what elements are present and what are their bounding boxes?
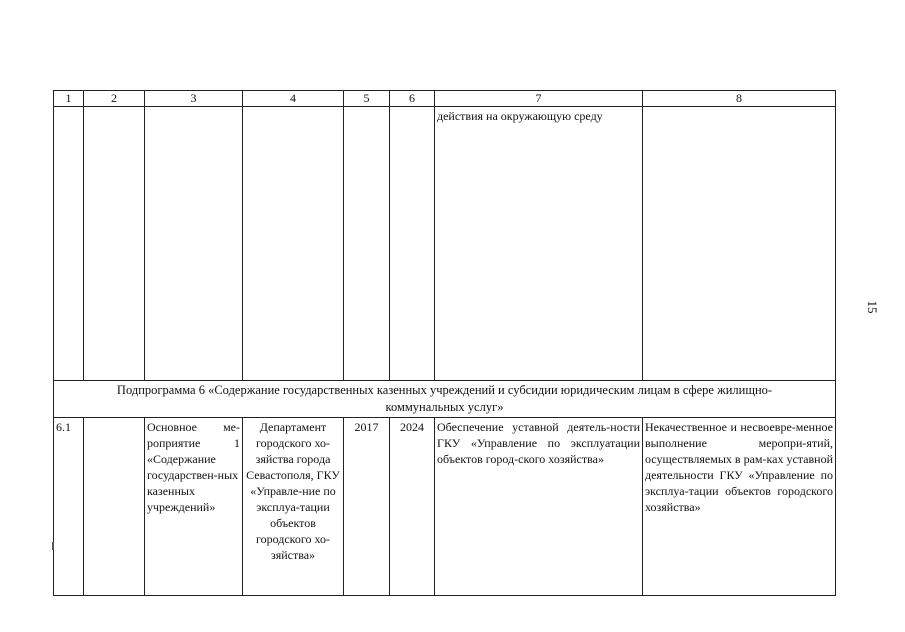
- start-year: 2017: [354, 420, 379, 434]
- scan-mark: [52, 542, 54, 550]
- header-cell-3: 3: [145, 91, 243, 107]
- header-cell-6: 6: [390, 91, 435, 107]
- cell-continued-5: [344, 107, 390, 381]
- cell-measure: [145, 418, 243, 596]
- page-number: 15: [865, 300, 880, 314]
- cell-continued-4: [243, 107, 344, 381]
- header-cell-2: 2: [84, 91, 145, 107]
- header-cell-4: 4: [243, 91, 344, 107]
- row-col2-text: [84, 418, 144, 420]
- row-number: 6.1: [56, 420, 71, 434]
- table-row: [54, 418, 836, 596]
- cell-executor: [243, 418, 344, 596]
- table-row-continued: [54, 107, 836, 381]
- cell-continued-3: [145, 107, 243, 381]
- table-header-row: [54, 91, 836, 107]
- cell-number: [54, 418, 84, 596]
- result-text: Обеспечение уставной деятель-ности ГКУ «Управление по эксплуатации объектов город-ского хозяйства»: [437, 420, 640, 466]
- subprogram-heading: Подпрограмма 6 «Содержание государственных казенных учреждений и субсидии юридическим лицам в сфере жилищно-коммунальных услуг»: [54, 381, 836, 418]
- header-cell-1: 1: [54, 91, 84, 107]
- header-cell-8: 8: [643, 91, 836, 107]
- end-year: 2024: [400, 420, 424, 434]
- cell-continued-8: [643, 107, 836, 381]
- cell-continued-7: [435, 107, 643, 381]
- cell-result: [435, 418, 643, 596]
- measure-text: Основное ме-роприятие 1 «Содержание государствен-ных казенных учреждений»: [147, 420, 240, 514]
- cell-continued-1: [54, 107, 84, 381]
- cell-consequences: [643, 418, 836, 596]
- header-cell-5: 5: [344, 91, 390, 107]
- cell-col2: [84, 418, 145, 596]
- continued-effect-text: действия на окружающую среду: [437, 109, 603, 123]
- cell-start-year: [344, 418, 390, 596]
- subprogram-row: [54, 381, 836, 418]
- cell-end-year: [390, 418, 435, 596]
- program-table: [53, 90, 836, 596]
- header-cell-7: 7: [435, 91, 643, 107]
- cell-continued-6: [390, 107, 435, 381]
- executor-text: Департамент городского хо-зяйства города Севастополя, ГКУ «Управле-ние по эксплуа-тации объектов городского хо-зяйства»: [246, 420, 340, 562]
- consequences-text: Некачественное и несвоевре-менное выполнение меропри-ятий, осуществляемых в рам-ках уставной деятельности ГКУ «Управление по эксплуа-тации объектов городского хозяйства»: [645, 420, 834, 514]
- cell-continued-2: [84, 107, 145, 381]
